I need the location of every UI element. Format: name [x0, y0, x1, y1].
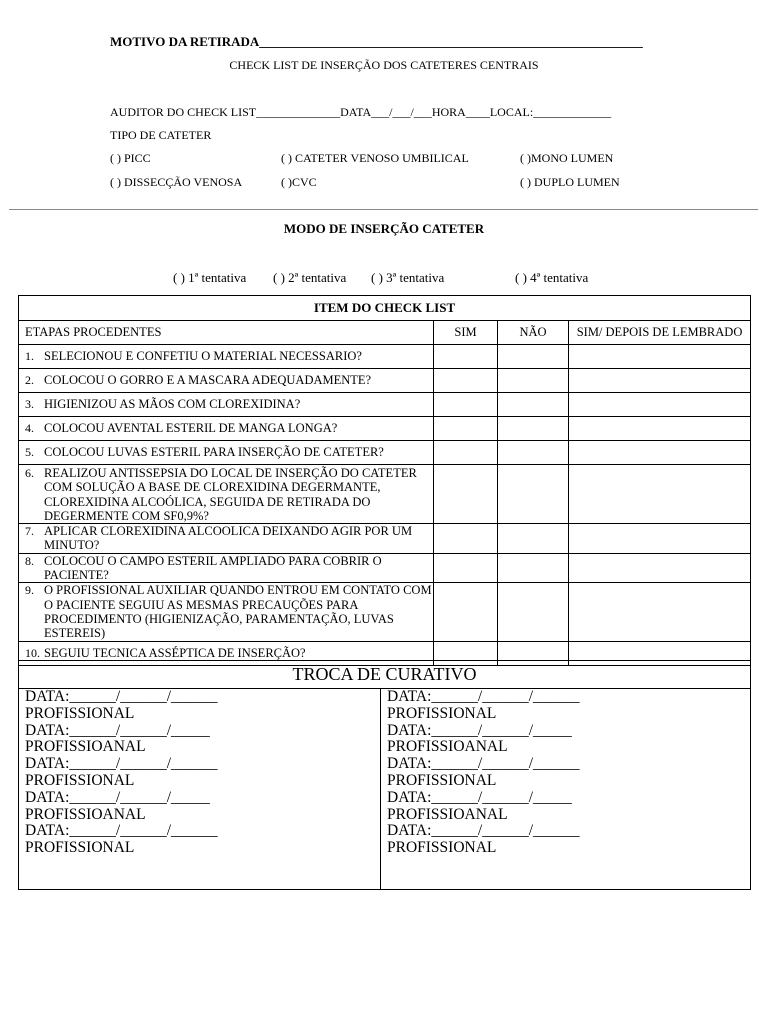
cell-sim-depois[interactable]	[569, 553, 751, 583]
cell-nao[interactable]	[498, 345, 569, 369]
item-text: REALIZOU ANTISSEPSIA DO LOCAL DE INSERÇÃO DO CATETER COM SOLUÇÃO A BASE DE CLOREXIDINA DEGERMANTE, CLOREXIDINA ALCOÓLICA, SEGUIDA DE RETIRADA DO DEGERMENTE COM SF0,9%?	[44, 466, 417, 523]
item-text: COLOCOU O CAMPO ESTERIL AMPLIADO PARA COBRIR O PACIENTE?	[44, 553, 382, 583]
cell-nao[interactable]	[498, 441, 569, 465]
table-row	[19, 465, 751, 524]
profissional-field[interactable]: PROFISSIONAL	[25, 839, 135, 857]
item-number: 6.	[25, 466, 34, 480]
cell-sim[interactable]	[434, 417, 498, 441]
option-cvc[interactable]: ( )CVC	[281, 175, 317, 189]
section-divider	[9, 209, 758, 210]
checklist-title: ITEM DO CHECK LIST	[19, 296, 751, 321]
cell-sim-depois[interactable]	[569, 441, 751, 465]
troca-curativo-table	[18, 660, 751, 890]
checklist-table	[18, 295, 751, 666]
data-field[interactable]: DATA:______/______/______	[387, 822, 580, 840]
cell-sim-depois[interactable]	[569, 369, 751, 393]
cell-sim[interactable]	[434, 393, 498, 417]
item-text: APLICAR CLOREXIDINA ALCOOLICA DEIXANDO AGIR POR UM MINUTO?	[44, 524, 413, 553]
profissional-field[interactable]: PROFISSIOANAL	[387, 805, 508, 823]
data-field[interactable]: DATA:______/______/______	[25, 755, 218, 773]
column-header-sim-depois: SIM/ DEPOIS DE LEMBRADO	[569, 321, 751, 345]
auditor-line[interactable]: AUDITOR DO CHECK LIST______________DATA___/___/___HORA____LOCAL:_____________	[110, 105, 612, 119]
cell-sim-depois[interactable]	[569, 524, 751, 554]
troca-curativo-title: TROCA DE CURATIVO	[19, 661, 751, 689]
option-picc[interactable]: ( ) PICC	[110, 151, 151, 165]
profissional-field[interactable]: PROFISSIONAL	[387, 771, 497, 789]
column-header-nao: NÃO	[498, 321, 569, 345]
option-tentativa-3[interactable]: ( ) 3ª tentativa	[371, 270, 445, 285]
option-cateter-venoso-umbilical[interactable]: ( ) CATETER VENOSO UMBILICAL	[281, 151, 469, 165]
cell-sim-depois[interactable]	[569, 465, 751, 524]
item-text: SELECIONOU E CONFETIU O MATERIAL NECESSARIO?	[44, 349, 362, 363]
option-tentativa-2[interactable]: ( ) 2ª tentativa	[273, 270, 347, 285]
item-number: 4.	[25, 421, 34, 435]
cell-sim-depois[interactable]	[569, 345, 751, 369]
cell-sim[interactable]	[434, 583, 498, 641]
cell-sim[interactable]	[434, 441, 498, 465]
cell-sim-depois[interactable]	[569, 417, 751, 441]
tipo-cateter-label: TIPO DE CATETER	[110, 128, 212, 142]
option-disseccao-venosa[interactable]: ( ) DISSECÇÃO VENOSA	[110, 175, 243, 189]
table-row	[19, 553, 751, 583]
item-text: SEGUIU TECNICA ASSÉPTICA DE INSERÇÃO?	[44, 645, 306, 660]
table-row	[19, 393, 751, 417]
cell-nao[interactable]	[498, 465, 569, 524]
curativo-right-column	[381, 689, 751, 890]
column-header-etapas: ETAPAS PROCEDENTES	[19, 321, 434, 345]
cell-nao[interactable]	[498, 417, 569, 441]
profissional-field[interactable]: PROFISSIONAL	[25, 771, 135, 789]
item-text: COLOCOU LUVAS ESTERIL PARA INSERÇÃO DE CATETER?	[44, 445, 384, 459]
data-field[interactable]: DATA:______/______/_____	[25, 788, 210, 806]
profissional-field[interactable]: PROFISSIOANAL	[25, 805, 146, 823]
data-field[interactable]: DATA:______/______/_____	[387, 788, 572, 806]
data-field[interactable]: DATA:______/______/______	[387, 688, 580, 705]
profissional-field[interactable]: PROFISSIONAL	[387, 839, 497, 857]
data-field[interactable]: DATA:______/______/______	[25, 688, 218, 705]
item-number: 8.	[25, 553, 34, 568]
cell-nao[interactable]	[498, 369, 569, 393]
cell-sim[interactable]	[434, 369, 498, 393]
data-field[interactable]: DATA:______/______/_____	[387, 721, 572, 739]
table-row	[19, 345, 751, 369]
data-field[interactable]: DATA:______/______/_____	[25, 721, 210, 739]
data-field[interactable]: DATA:______/______/______	[25, 822, 218, 840]
item-text: HIGIENIZOU AS MÃOS COM CLOREXIDINA?	[44, 397, 301, 411]
curativo-left-column	[19, 689, 381, 890]
profissional-field[interactable]: PROFISSIONAL	[387, 704, 497, 722]
cell-nao[interactable]	[498, 524, 569, 554]
motivo-retirada-field[interactable]: MOTIVO DA RETIRADA___________________________________________________________	[110, 34, 643, 49]
data-field[interactable]: DATA:______/______/______	[387, 755, 580, 773]
cell-sim[interactable]	[434, 553, 498, 583]
item-number: 7.	[25, 524, 34, 539]
cell-sim[interactable]	[434, 465, 498, 524]
profissional-field[interactable]: PROFISSIONAL	[25, 704, 135, 722]
item-number: 5.	[25, 445, 34, 459]
cell-nao[interactable]	[498, 553, 569, 583]
table-row	[19, 441, 751, 465]
table-row	[19, 524, 751, 554]
document-title: CHECK LIST DE INSERÇÃO DOS CATETERES CENTRAIS	[229, 58, 539, 72]
option-tentativa-4[interactable]: ( ) 4ª tentativa	[515, 270, 589, 285]
column-header-sim: SIM	[434, 321, 498, 345]
option-mono-lumen[interactable]: ( )MONO LUMEN	[520, 151, 614, 165]
modo-insercao-title: MODO DE INSERÇÃO CATETER	[283, 221, 485, 236]
cell-nao[interactable]	[498, 583, 569, 641]
table-row	[19, 369, 751, 393]
item-number: 2.	[25, 373, 34, 387]
cell-nao[interactable]	[498, 393, 569, 417]
item-text: COLOCOU O GORRO E A MASCARA ADEQUADAMENTE?	[44, 373, 372, 387]
item-number: 1.	[25, 349, 34, 363]
option-duplo-lumen[interactable]: ( ) DUPLO LUMEN	[520, 175, 620, 189]
option-tentativa-1[interactable]: ( ) 1ª tentativa	[173, 270, 247, 285]
cell-sim-depois[interactable]	[569, 583, 751, 641]
table-row	[19, 417, 751, 441]
item-number: 9.	[25, 583, 34, 598]
cell-sim-depois[interactable]	[569, 393, 751, 417]
table-row	[19, 583, 751, 641]
item-number: 3.	[25, 397, 34, 411]
cell-sim[interactable]	[434, 524, 498, 554]
profissional-field[interactable]: PROFISSIOANAL	[387, 738, 508, 756]
profissional-field[interactable]: PROFISSIOANAL	[25, 738, 146, 756]
cell-sim[interactable]	[434, 345, 498, 369]
item-text: COLOCOU AVENTAL ESTERIL DE MANGA LONGA?	[44, 421, 338, 435]
item-number: 10.	[25, 645, 40, 660]
item-text: O PROFISSIONAL AUXILIAR QUANDO ENTROU EM CONTATO COM O PACIENTE SEGUIU AS MESMAS PRECAUÇÕES PARA PROCEDIMENTO (HIGIENIZAÇÃO, PARAMENTAÇÃO, LUVAS ESTEREIS)	[44, 583, 432, 641]
